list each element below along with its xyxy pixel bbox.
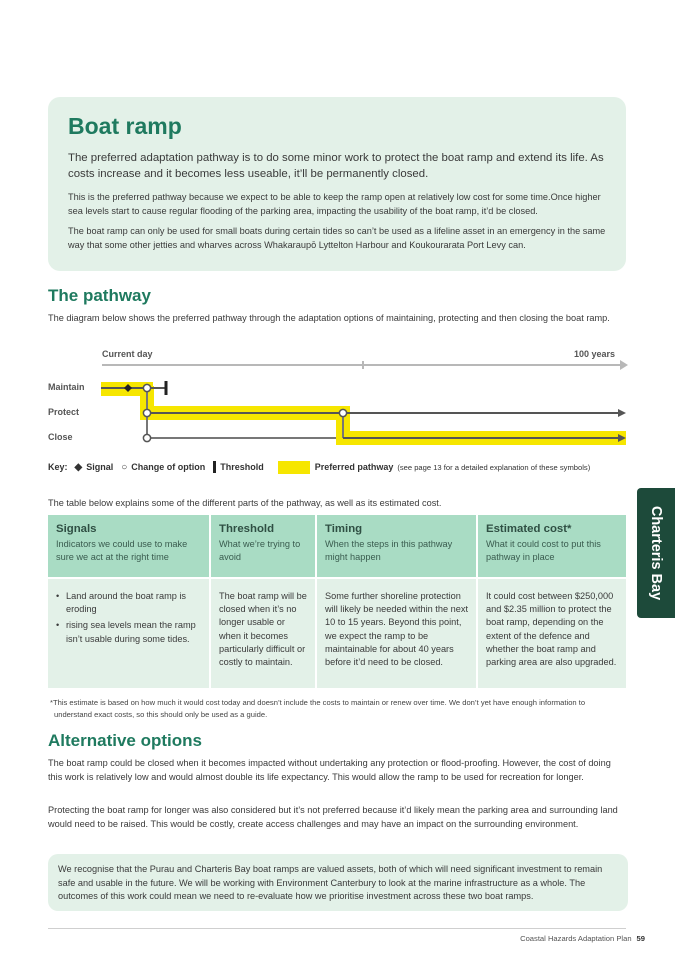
cell-signals xyxy=(48,578,210,688)
table-header-cost xyxy=(477,515,626,578)
header-title: Threshold xyxy=(219,523,275,535)
table-header-row xyxy=(48,515,626,578)
header-subtitle: Indicators we could use to make sure we act at the right time xyxy=(56,539,188,562)
page-footer xyxy=(520,934,645,943)
pathway-intro: The diagram below shows the preferred pathway through the adaptation options of maintaining, protecting and then closing the boat ramp. xyxy=(48,313,610,323)
pathway-heading: The pathway xyxy=(48,286,151,305)
change-option-circle xyxy=(339,409,346,416)
row-label-close: Close xyxy=(48,432,73,442)
alternatives-paragraph-1: The boat ramp could be closed when it becomes impacted without undertaking any protection or flood-proofing. However, the cost of doing this work is relatively low and would almost double its life expectancy. This would allow the ramp to be used for recreation for longer. xyxy=(48,758,611,782)
key-signal xyxy=(75,462,114,473)
intro-paragraph-1: This is the preferred pathway because we expect to be able to keep the ramp open at relatively low cost for some time.Once higher sea levels start to cause regular flooding of the parking area, impacting the usability of the boat ramp, it’d be closed. xyxy=(68,192,601,216)
timeline-start-label: Current day xyxy=(102,349,153,359)
row-label-protect: Protect xyxy=(48,407,80,417)
key-change xyxy=(121,462,205,473)
intro-paragraph-2: The boat ramp can only be used for small boats during certain tides so can’t be used as a lifeline asset in an emergency in the same way that some other jetties and wharves across Whakaraupō Lyttelton Harbour and Koukourarata Port Levy can. xyxy=(68,226,606,250)
table-header-timing xyxy=(316,515,477,578)
protect-arrowhead xyxy=(618,409,626,417)
key-preferred-label: Preferred pathway xyxy=(314,462,394,472)
intro-lead: The preferred adaptation pathway is to do some minor work to protect the boat ramp and extend its life. As costs increase and it becomes less useable, it’ll be permanently closed. xyxy=(68,152,604,180)
header-title: Estimated cost* xyxy=(486,523,572,535)
pathway-table xyxy=(48,515,626,688)
cell-threshold: The boat ramp will be closed when it’s no longer usable or when it becomes particularly difficult or costly to maintain. xyxy=(210,578,316,688)
intro-panel xyxy=(48,97,626,271)
change-option-circle xyxy=(143,409,150,416)
header-subtitle: What it could cost to put this pathway in place xyxy=(486,539,601,562)
threshold-bar-icon xyxy=(213,461,216,473)
cell-timing: Some further shoreline protection will likely be needed within the next 10 to 15 years. Beyond this point, we expect the ramp to be maintainable for about 40 years before it’d need to be closed. xyxy=(316,578,477,688)
table-header-threshold xyxy=(210,515,316,578)
timeline-arrowhead xyxy=(620,360,628,370)
key-threshold xyxy=(213,461,264,473)
alternatives-paragraph-2: Protecting the boat ramp for longer was also considered but it’s not preferred because it’d likely mean the parking area and surrounding land would need to be raised. This would be costly, create access challenges and may have an impact on the surrounding environment. xyxy=(48,805,618,829)
circle-icon: ○ xyxy=(121,461,128,473)
cell-cost: It could cost between $250,000 and $2.35 million to protect the boat ramp, depending on the extent of the defence and whether the boat ramp and parking area are also upgraded. xyxy=(477,578,626,688)
timeline-end-label: 100 years xyxy=(574,349,616,359)
table-header-signals xyxy=(48,515,210,578)
signal-item: • rising sea levels mean the ramp isn’t usable during some tides. xyxy=(56,619,201,645)
key-threshold-label: Threshold xyxy=(220,462,264,472)
change-option-circle xyxy=(143,384,150,391)
diagram-key xyxy=(48,459,598,475)
header-subtitle: When the steps in this pathway might happen xyxy=(325,539,453,562)
change-option-circle xyxy=(143,434,150,441)
table-row xyxy=(48,578,626,688)
signals-list xyxy=(56,590,201,646)
signal-item: • Land around the boat ramp is eroding xyxy=(56,590,201,616)
footer-divider xyxy=(48,928,626,929)
callout-box: We recognise that the Purau and Charteris Bay boat ramps are valued assets, both of which will need significant investment to remain safe and usable in the future. We will be working with Environment Canterbury to look at the marine infrastructure as a whole. The outcomes of this work could mean we need to re-evaluate how we prioritise investment across these two boat ramps. xyxy=(48,854,628,911)
side-tab-label: Charteris Bay xyxy=(648,505,664,601)
page-number: 59 xyxy=(636,934,645,943)
key-title: Key: xyxy=(48,462,68,472)
key-preferred xyxy=(272,461,590,474)
key-note: (see page 13 for a detailed explanation of these symbols) xyxy=(397,462,591,472)
diamond-icon: ◆ xyxy=(74,461,83,473)
pathway-diagram xyxy=(0,340,675,450)
alternatives-heading: Alternative options xyxy=(48,731,202,750)
footer-doc-title: Coastal Hazards Adaptation Plan xyxy=(520,934,632,943)
header-title: Timing xyxy=(325,523,363,535)
section-side-tab xyxy=(637,488,675,618)
preferred-swatch-icon xyxy=(278,461,310,474)
key-signal-label: Signal xyxy=(86,462,114,472)
page-title: Boat ramp xyxy=(68,113,182,139)
row-label-maintain: Maintain xyxy=(48,382,85,392)
table-intro: The table below explains some of the different parts of the pathway, as well as its estimated cost. xyxy=(48,498,442,508)
header-subtitle: What we’re trying to avoid xyxy=(219,539,301,562)
key-change-label: Change of option xyxy=(131,462,206,472)
header-title: Signals xyxy=(56,523,97,535)
cost-footnote: *This estimate is based on how much it would cost today and doesn’t include the costs to maintain or renew over time. We don’t yet have enough information to understand exact costs, so this should only be used as a guide. xyxy=(50,698,586,719)
